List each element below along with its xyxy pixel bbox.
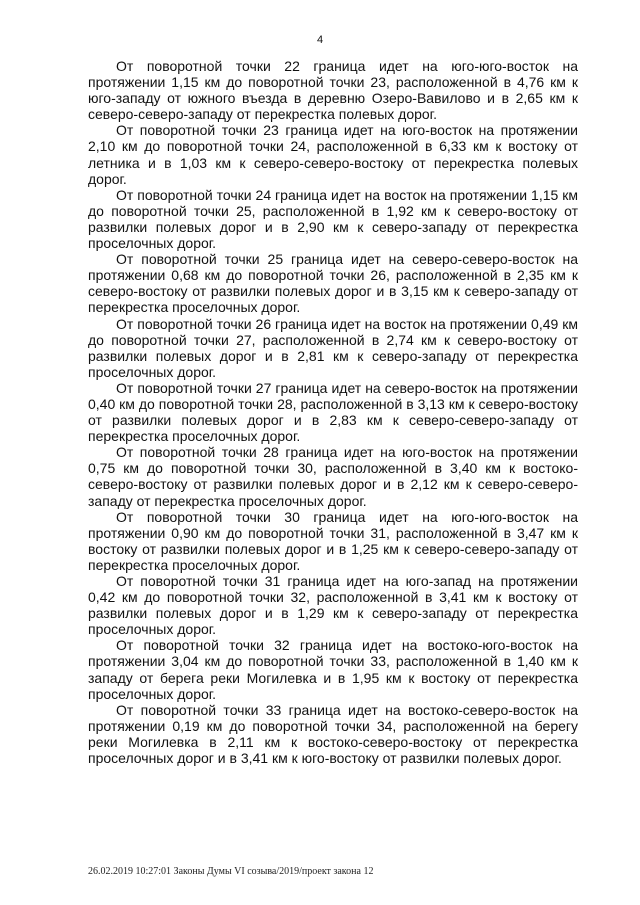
page-number: 4 [316, 34, 324, 46]
document-footer: 26.02.2019 10:27:01 Законы Думы VI созыва/2019/проект закона 12 [88, 866, 374, 877]
paragraph-point-28: От поворотной точки 28 граница идет на юго-восток на протяжении 0,75 км до поворотной точки 30, расположенной в 3,40 км к востоко-северо-востоку от развилки полевых дорог и в 2,12 км к северо-северо-западу от перекрестка проселочных дорог. [88, 444, 578, 509]
document-body [88, 58, 578, 766]
paragraph-point-27: От поворотной точки 27 граница идет на северо-восток на протяжении 0,40 км до поворотной точки 28, расположенной в 3,13 км к северо-востоку от развилки полевых дорог и в 2,83 км к северо-северо-западу от перекрестка проселочных дорог. [88, 379, 578, 445]
paragraph-point-25: От поворотной точки 25 граница идет на северо-северо-восток на протяжении 0,68 км до поворотной точки 26, расположенной в 2,35 км к северо-востоку от развилки полевых дорог и в 3,15 км к северо-западу от перекрестка проселочных дорог. [88, 251, 578, 316]
paragraph-point-30: От поворотной точки 30 граница идет на юго-юго-восток на протяжении 0,90 км до поворотной точки 31, расположенной в 3,47 км к востоку от развилки полевых дорог и в 1,25 км к северо-северо-западу от перекрестка проселочных дорог. [88, 508, 578, 573]
paragraph-point-33: От поворотной точки 33 граница идет на востоко-северо-восток на протяжении 0,19 км до поворотной точки 34, расположенной на берегу реки Могилевка в 2,11 км к востоко-северо-востоку от перекрестка проселочных дорог и в 3,41 км к юго-востоку от развилки полевых дорог. [88, 701, 578, 767]
paragraph-point-22: От поворотной точки 22 граница идет на юго-юго-восток на протяжении 1,15 км до поворотной точки 23, расположенной в 4,76 км к юго-западу от южного въезда в деревню Озеро-Вавилово и в 2,65 км к северо-северо-западу от перекрестка полевых дорог. [88, 58, 578, 123]
paragraph-point-23: От поворотной точки 23 граница идет на юго-восток на протяжении 2,10 км до поворотной точки 24, расположенной в 6,33 км к востоку от летника и в 1,03 км к северо-северо-востоку от перекрестка полевых дорог. [88, 122, 578, 187]
paragraph-point-26: От поворотной точки 26 граница идет на восток на протяжении 0,49 км до поворотной точки 27, расположенной в 2,74 км к северо-востоку от развилки полевых дорог и в 2,81 км к северо-западу от перекрестка проселочных дорог. [88, 315, 578, 380]
paragraph-point-31: От поворотной точки 31 граница идет на юго-запад на протяжении 0,42 км до поворотной точки 32, расположенной в 3,41 км к востоку от развилки полевых дорог и в 1,29 км к северо-западу от перекрестка проселочных дорог. [88, 573, 578, 638]
paragraph-point-24: От поворотной точки 24 граница идет на восток на протяжении 1,15 км до поворотной точки 25, расположенной в 1,92 км к северо-востоку от развилки полевых дорог и в 2,90 км к северо-западу от перекрестка проселочных дорог. [88, 186, 578, 252]
paragraph-point-32: От поворотной точки 32 граница идет на востоко-юго-восток на протяжении 3,04 км до поворотной точки 33, расположенной в 1,40 км к западу от берега реки Могилевка и в 1,95 км к востоку от перекрестка проселочных дорог. [88, 637, 578, 702]
